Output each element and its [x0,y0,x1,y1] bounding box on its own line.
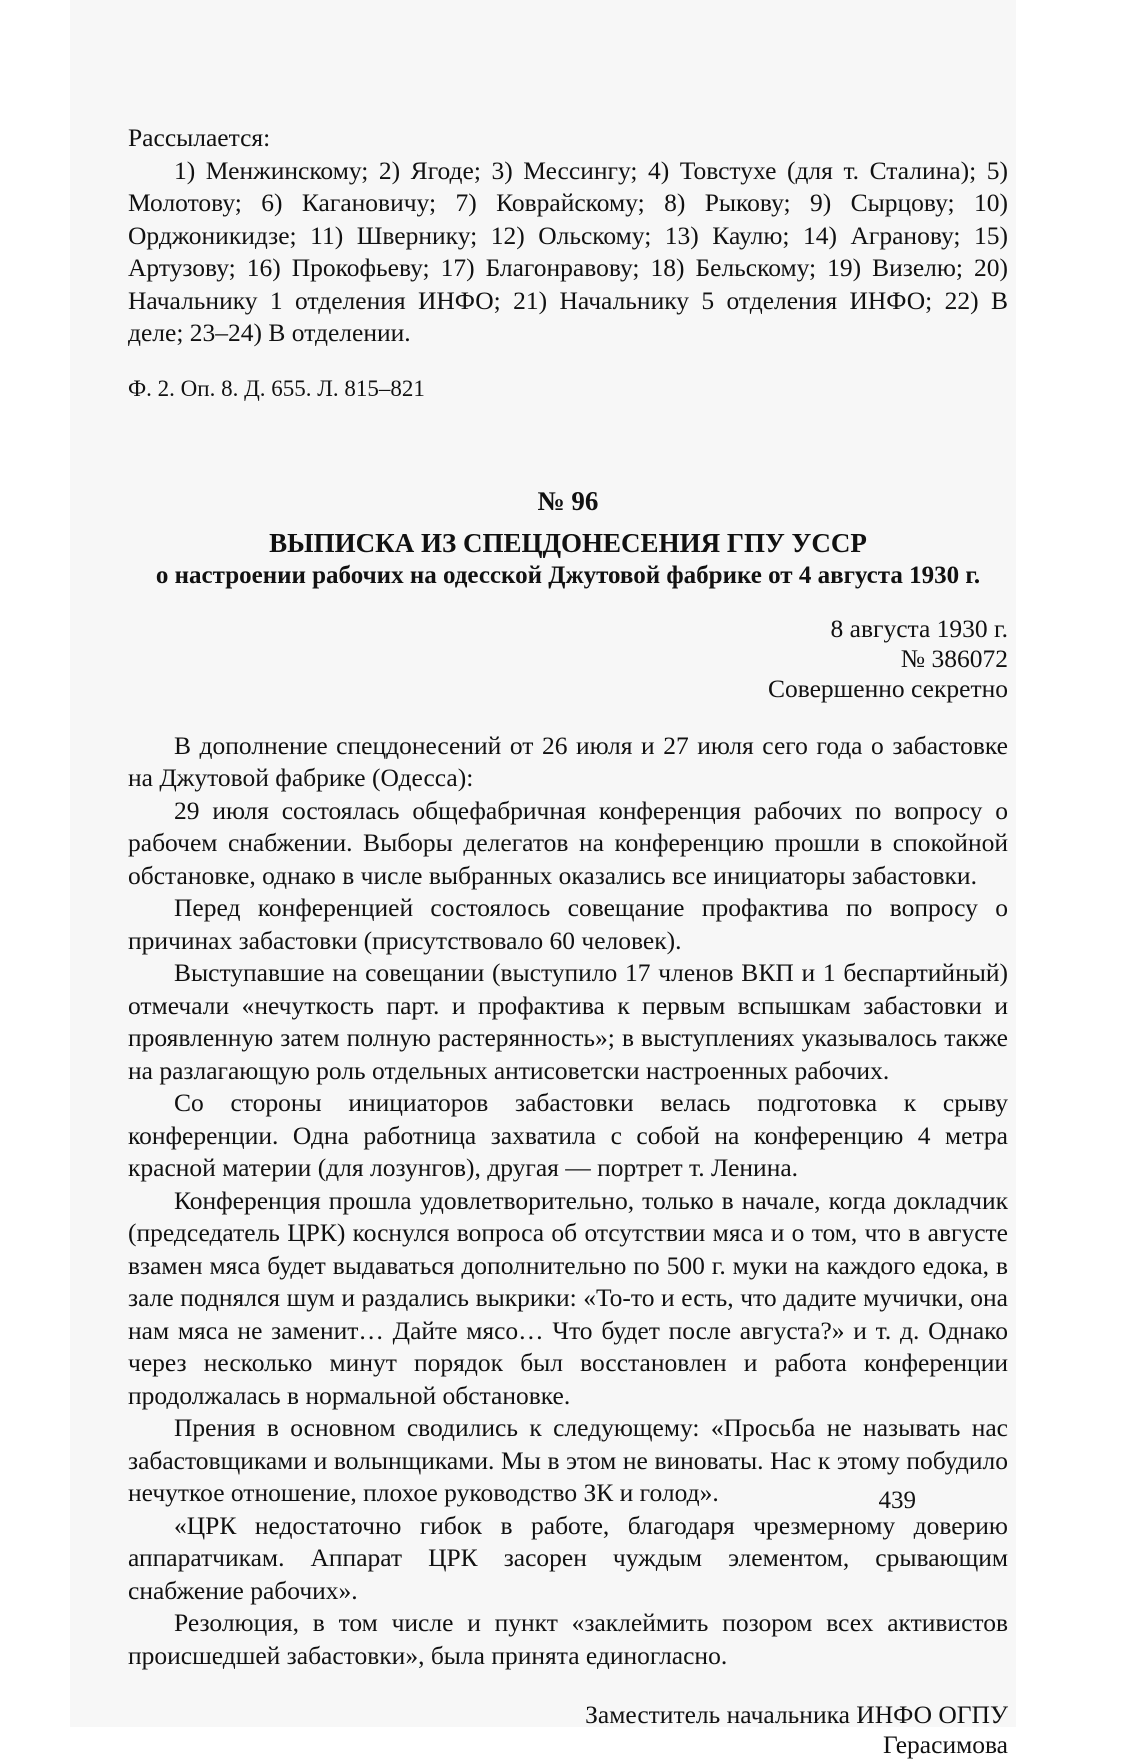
paragraph: 29 июля состоялась общефабричная конференция рабочих по вопросу о рабочем снабжении. Выборы делегатов на конференцию прошли в спокойной обстановке, однако в числе выбранных оказались все инициаторы забастовки. [128,795,1008,890]
signatory-position: Заместитель начальника ИНФО ОГПУ [585,1700,1008,1729]
document-number: № 96 [537,485,599,516]
paragraph: В дополнение спецдонесений от 26 июля и 27 июля сего года о забастовке на Джутовой фабрике (Одесса): [128,730,1008,792]
paragraph: Резолюция, в том числе и пункт «заклеймить позором всех активистов происшедшей забастовки», была принята единогласно. [128,1608,1008,1670]
archive-reference: Ф. 2. Оп. 8. Д. 655. Л. 815–821 [128,375,425,401]
document-title: ВЫПИСКА ИЗ СПЕЦДОНЕСЕНИЯ ГПУ УССР [269,527,867,558]
distribution-heading: Рассылается: [128,123,271,152]
distribution-list: 1) Менжинскому; 2) Ягоде; 3) Мессингу; 4) Товстухе (для т. Сталина); 5) Молотову; 6) Кагановичу; 7) Коврайскому; 8) Рыкову; 9) Сырцову; 10) Орджоникидзе; 11) Швернику; 12) Ольскому; 13) Каулю; 14) Агранову; 15) Артузову; 16) Прокофьеву; 17) Благонравову; 18) Бельскому; 19) Визелю; 20) Начальнику 1 отделения ИНФО; 21) Начальнику 5 отделения ИНФО; 22) В деле; 23–24) В отделении. [128,155,1008,347]
paragraph: Выступавшие на совещании (выступило 17 членов ВКП и 1 беспартийный) отмечали «нечуткость парт. и профактива к первым вспышкам забастовки и проявленную затем полную растерянность»; в выступлениях указывалось также на разлагающую роль отдельных антисоветски настроенных рабочих. [128,958,1008,1085]
paragraph: «ЦРК недостаточно гибок в работе, благодаря чрезмерному доверию аппаратчикам. Аппарат ЦРК засорен чуждым элементом, срывающим снабжение рабочих». [128,1510,1008,1605]
paragraph: Перед конференцией состоялось совещание профактива по вопросу о причинах забастовки (присутствовало 60 человек). [128,893,1008,955]
paragraph: Прения в основном сводились к следующему: «Просьба не называть нас забастовщиками и волынщиками. Мы в этом не виноваты. Нас к этому побудило нечуткое отношение, плохое руководство ЗК и голод». [128,1413,1008,1507]
document-date: 8 августа 1930 г. [830,613,1008,643]
classification-mark: Совершенно секретно [767,673,1008,703]
document-subtitle: о настроении рабочих на одесской Джутовой фабрике от 4 августа 1930 г. [155,561,981,589]
document-body [128,730,1008,1673]
signatory-name: Герасимова [882,1730,1008,1759]
paragraph: Со стороны инициаторов забастовки велась подготовка к срыву конференции. Одна работница захватила с собой на конференцию 4 метра красной материи (для лозунгов), другая — портрет т. Ленина. [128,1088,1008,1182]
page-content [128,122,1008,1760]
registration-number: № 386072 [900,643,1008,673]
page-number: 439 [878,1487,916,1514]
signature-block [128,1700,1008,1760]
document-meta [128,614,1008,704]
paragraph: Конференция прошла удовлетворительно, только в начале, когда докладчик (председатель ЦРК) коснулся вопроса об отсутствии мяса и о том, что в августе взамен мяса будет выдаваться дополнительно по 500 г. муки на каждого едока, в зале поднялся шум и раздались выкрики: «То-то и есть, что дадите мучички, она нам мяса не заменит… Дайте мясо… Что будет после августа?» и т. д. Однако через несколько минут порядок был восстановлен и работа конференции продолжалась в нормальной обстановке. [128,1185,1008,1410]
